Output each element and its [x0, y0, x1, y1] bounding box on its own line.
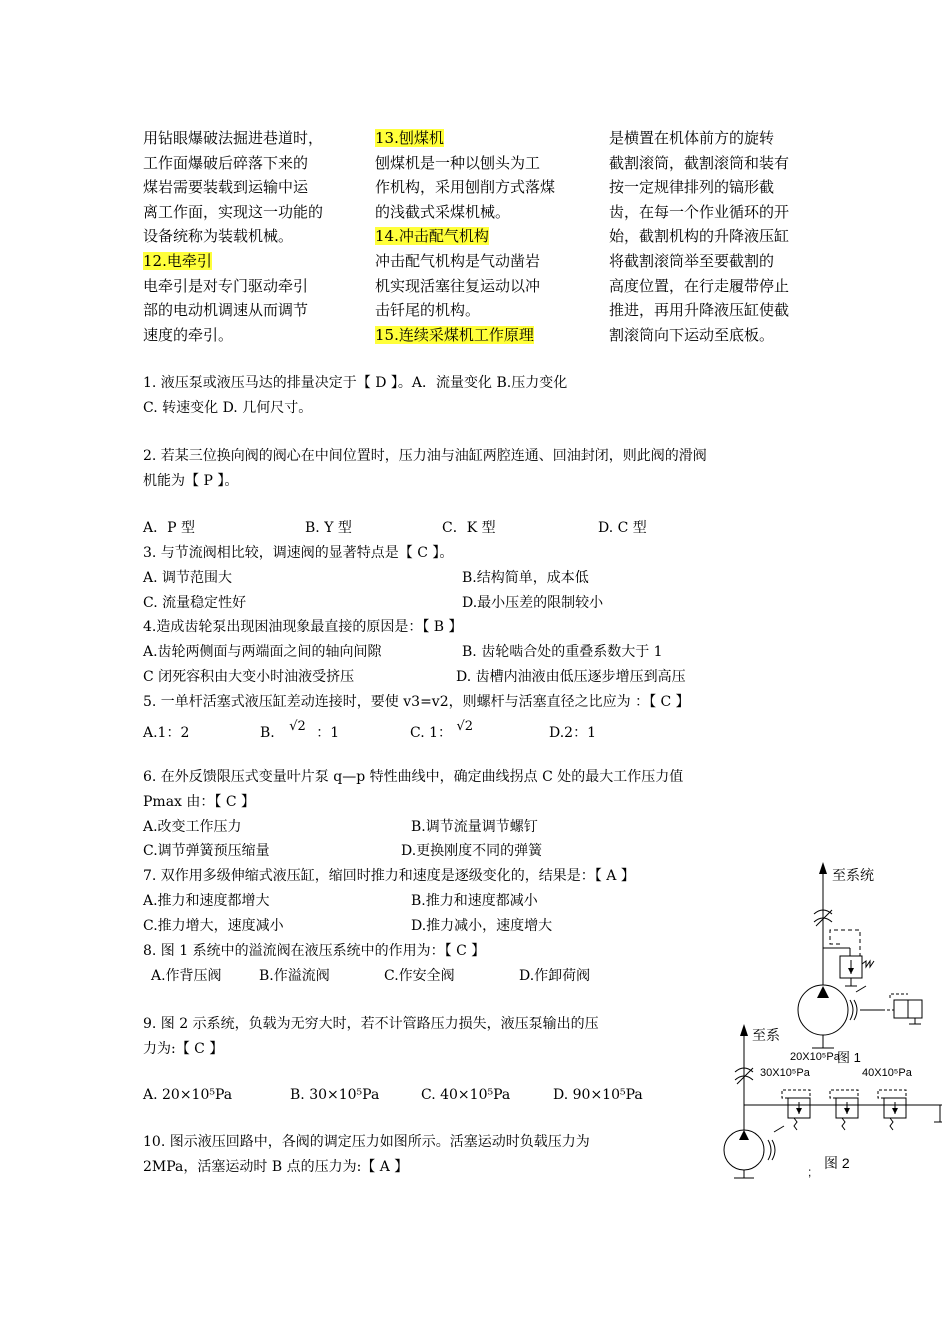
column-1: [143, 126, 348, 347]
option-b: B.作溢流阀: [259, 967, 330, 984]
col2-line: 机实现活塞往复运动以冲: [375, 276, 541, 295]
option-a: A．P 型: [143, 520, 195, 536]
question-text: 3. 与节流阀相比较，调速阀的显著特点是【 C 】。: [143, 545, 454, 561]
option-c: C.推力增大，速度减小: [143, 917, 284, 934]
option-d: D.2：1: [549, 725, 596, 741]
option-b: B. 齿轮啮合处的重叠系数大于 1: [462, 643, 663, 660]
col1-line: 速度的牵引。: [143, 325, 234, 344]
question-options: C. 转速变化 D. 几何尺寸。: [143, 399, 313, 416]
question-text: 8. 图 1 系统中的溢流阀在液压系统中的作用为：【 C 】: [143, 943, 486, 959]
question-text: 10. 图示液压回路中，各阀的调定压力如图所示。活塞运动时负载压力为: [143, 1134, 590, 1150]
col1-line: 设备统称为装载机械。: [143, 227, 294, 246]
fig1-pressure-label: 20X10⁵Pa: [790, 1051, 840, 1063]
col3-line: 高度位置，在行走履带停止: [609, 276, 790, 295]
sqrt-symbol: √2: [456, 719, 474, 734]
col1-line: 用钻眼爆破法掘进巷道时，: [143, 129, 324, 147]
option-c: C. 流量稳定性好: [143, 594, 247, 611]
question-3: [143, 541, 823, 616]
option-b: B.调节流量调节螺钉: [411, 818, 538, 835]
col1-line: 工作面爆破后碎落下来的: [143, 153, 309, 172]
option-d: D.更换刚度不同的弹簧: [401, 843, 543, 860]
option-b: B.推力和速度都减小: [411, 892, 538, 909]
col1-line: 部的电动机调速从而调节: [143, 301, 309, 320]
option-a: A. 20×10⁵Pa: [143, 1087, 233, 1103]
option-d: D.作卸荷阀: [519, 967, 591, 984]
question-text: 力为:【 C 】: [143, 1040, 224, 1057]
question-text: Pmax 由：【 C 】: [143, 793, 255, 810]
option-c: C.作安全阀: [384, 967, 455, 984]
heading-15-continuous-miner: 15.连续采煤机工作原理: [375, 325, 534, 344]
question-6: [143, 765, 823, 865]
question-8: [143, 939, 823, 989]
col2-line: 冲击配气机构是气动凿岩: [375, 251, 541, 270]
option-c: C.调节弹簧预压缩量: [143, 843, 270, 860]
heading-13-plough: 13.刨煤机: [375, 129, 444, 147]
col3-line: 始，截割机构的升降液压缸: [609, 227, 790, 246]
question-text: 6. 在外反馈限压式变量叶片泵 q—p 特性曲线中，确定曲线拐点 C 处的最大工作压力值: [143, 769, 684, 785]
option-a: A. 调节范围大: [143, 569, 233, 586]
col3-line: 齿，在每一个作业循环的开: [609, 202, 790, 221]
heading-12-electric-traction: 12.电牵引: [143, 251, 212, 270]
question-7: [143, 864, 823, 939]
question-1: [143, 371, 567, 421]
col2-line: 击钎尾的机构。: [375, 301, 481, 320]
question-text: 7. 双作用多级伸缩式液压缸，缩回时推力和速度是逐级变化的，结果是：【 A 】: [143, 868, 635, 884]
col3-line: 是横置在机体前方的旋转: [609, 129, 775, 147]
col3-line: 推进，再用升降液压缸使截: [609, 301, 790, 320]
question-4: [143, 615, 823, 690]
col3-line: 按一定规律排列的镐形截: [609, 178, 775, 197]
col1-line: 离工作面，实现这一功能的: [143, 202, 324, 221]
sqrt-symbol: √2: [289, 719, 306, 734]
option-c: C．K 型: [442, 520, 496, 536]
option-d: D.最小压差的限制较小: [462, 594, 604, 611]
col3-line: 割滚筒向下运动至底板。: [609, 325, 775, 344]
option-b: B. Y 型: [305, 520, 352, 536]
figure-2-diagram: [722, 1020, 942, 1185]
question-text: 4.造成齿轮泵出现困油现象最直接的原因是：【 B 】: [143, 619, 463, 635]
col3-line: 将截割滚筒举至要截割的: [609, 251, 775, 270]
option-b: [260, 721, 339, 747]
question-text: 2MPa，活塞运动时 B 点的压力为:【 A 】: [143, 1158, 409, 1175]
question-5: [143, 690, 823, 750]
option-b-ratio: ：1: [316, 725, 340, 741]
fig2-pressure-1: 30X10⁵Pa: [760, 1067, 810, 1079]
fig2-mark: ;: [808, 1165, 812, 1179]
question-10: [143, 1130, 590, 1180]
option-a: A.改变工作压力: [143, 818, 242, 835]
option-d: D. 90×10⁵Pa: [553, 1087, 643, 1103]
option-a: A.推力和速度都增大: [143, 892, 270, 909]
option-a: A.1：2: [143, 725, 190, 741]
option-c: C. 40×10⁵Pa: [421, 1087, 511, 1103]
col3-line: 截割滚筒，截割滚筒和装有: [609, 153, 790, 172]
col2-line: 的浅截式采煤机械。: [375, 202, 511, 221]
question-9: [143, 1012, 599, 1062]
col1-line: 煤岩需要装载到运输中运: [143, 178, 309, 197]
question-text: 机能为【 P 】。: [143, 472, 239, 489]
option-d: D. C 型: [598, 520, 647, 536]
option-c-label: C. 1：: [410, 725, 453, 741]
fig2-pressure-2: 40X10⁵Pa: [862, 1067, 912, 1079]
heading-14-impact-valve: 14.冲击配气机构: [375, 227, 489, 246]
fig2-caption: 图 2: [824, 1155, 850, 1171]
col2-line: 作机构，采用刨削方式落煤: [375, 178, 556, 197]
option-a: A.作背压阀: [151, 967, 222, 984]
fig2-to-system-label: 至系: [752, 1027, 780, 1043]
option-c: C 闭死容积由大变小时油液受挤压: [143, 668, 355, 685]
col2-line: 刨煤机是一种以刨头为工: [375, 153, 541, 172]
fig1-caption: 图 1: [837, 1050, 861, 1065]
option-a: A.齿轮两侧面与两端面之间的轴向间隙: [143, 643, 382, 660]
question-text: 9. 图 2 示系统，负载为无穷大时，若不计管路压力损失，液压泵输出的压: [143, 1016, 599, 1032]
option-b-label: B.: [260, 725, 275, 741]
col1-line: 电牵引是对专门驱动牵引: [143, 276, 309, 295]
option-b: B.结构简单，成本低: [462, 569, 589, 586]
fig1-to-system-label: 至系统: [832, 867, 874, 883]
question-text: 2. 若某三位换向阀的阀心在中间位置时，压力油与油缸两腔连通、回油封闭，则此阀的滑阀: [143, 448, 707, 464]
column-2: [375, 126, 580, 347]
question-text: 5. 一单杆活塞式液压缸差动连接时，要使 v3=v2，则螺杆与活塞直径之比应为 ：【 C 】: [143, 694, 690, 710]
question-2: [143, 444, 707, 494]
question-text: 1. 液压泵或液压马达的排量决定于【 D 】。A．流量变化 B.压力变化: [143, 375, 568, 391]
option-d: D. 齿槽内油液由低压逐步增压到高压: [456, 668, 686, 685]
option-d: D.推力减小，速度增大: [411, 917, 553, 934]
option-c: [410, 721, 473, 747]
column-3: [609, 126, 814, 347]
option-b: B. 30×10⁵Pa: [290, 1087, 380, 1103]
